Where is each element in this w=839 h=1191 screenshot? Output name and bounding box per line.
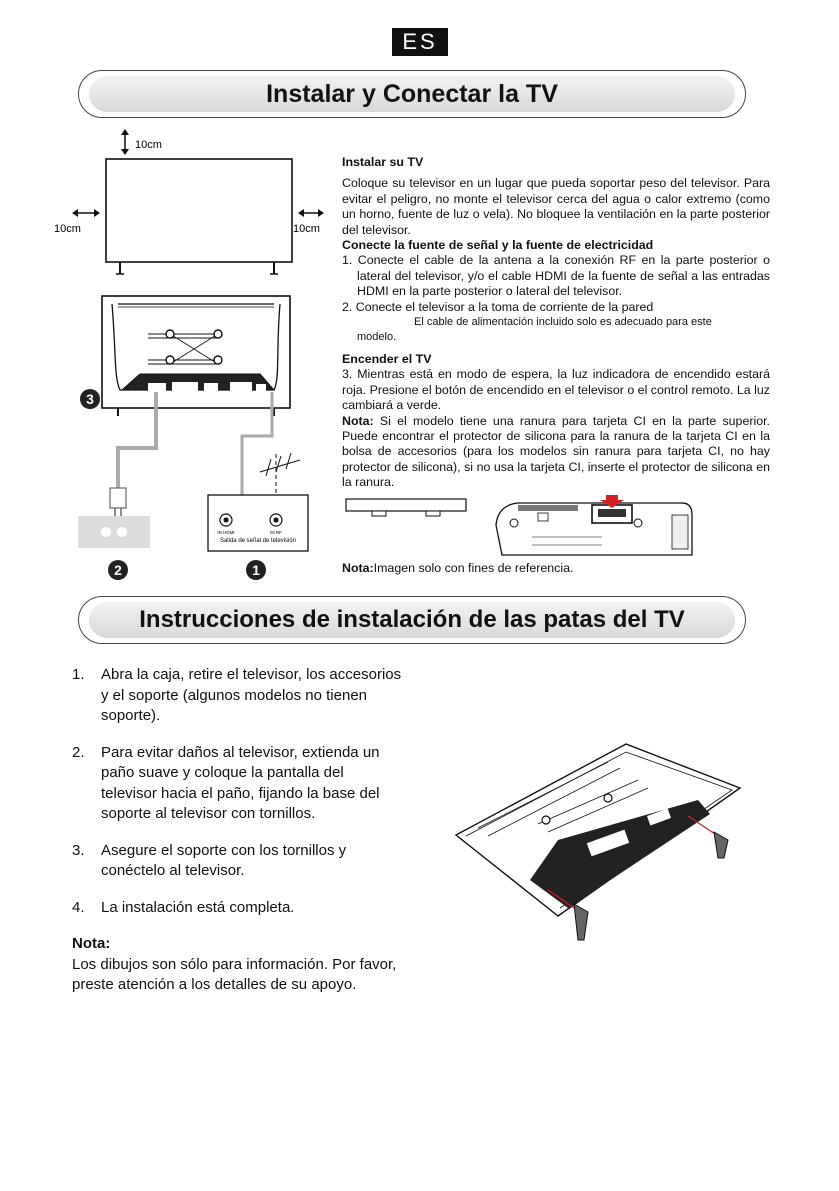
tv-front: [106, 159, 292, 262]
clearance-right-label: 10cm: [293, 223, 320, 235]
section-banner-legs: [78, 596, 746, 644]
section-title-install: Instalar y Conectar la TV: [89, 76, 735, 112]
ci-note-text: Si el modelo tiene una ranura para tarjeta CI en la parte superior. Puede encontrar el protector de silicona para la ranura de la tarjeta CI en la bolsa de accesorios (para los modelos sin ranura para tarjeta CI, no hay protector de silicona), si no usa la tarjeta CI, inserte el protector de silicona en la ranura.: [342, 413, 770, 490]
mount-hole-icon: [166, 356, 174, 364]
ci-slot-diagram: [342, 495, 772, 560]
clearance-top-label: 10cm: [135, 139, 162, 151]
tv-clearance-diagram: [50, 128, 340, 288]
tv-leg-right: [714, 832, 728, 858]
connect-heading: Conecte la fuente de señal y la fuente de electricidad: [342, 238, 654, 253]
step-text: Para evitar daños al televisor, extienda un paño suave y coloque la pantalla del televisor hacia el paño, fijando la base del soporte al televisor con tornillos.: [101, 743, 380, 822]
install-text: Coloque su televisor en un lugar que pueda soportar peso del televisor. Para evitar el peligro, no monte el televisor cerca del agua o calor extremo (como un horno, fuente de luz o vela). No bloquee la ventilación en la parte posterior del televisor.: [342, 176, 770, 237]
power-cord-note: El cable de alimentación incluido solo es adecuado para este: [414, 316, 712, 329]
power-plug-icon: [110, 488, 126, 508]
legs-steps: [72, 665, 402, 996]
mount-hole-icon: [214, 356, 222, 364]
section-banner-install: [78, 70, 746, 118]
language-badge: ES: [392, 28, 448, 56]
reference-note-label: Nota:: [342, 561, 374, 575]
tv-rear-connection-diagram: [70, 290, 340, 585]
connect-item: 2. Conecte el televisor a la toma de corriente de la pared: [342, 299, 654, 314]
step-item: [72, 841, 402, 882]
step-item: [72, 665, 402, 727]
port-right-label: IN RF: [270, 530, 282, 535]
clearance-left-label: 10cm: [54, 223, 81, 235]
step-text: Abra la caja, retire el televisor, los accesorios y el soporte (algunos modelos no tienen soporte).: [101, 666, 402, 724]
step-number: 2.: [72, 743, 85, 761]
step-item: [72, 898, 402, 919]
tv-leg-left: [574, 904, 588, 940]
reference-note-text: Imagen solo con fines de referencia.: [373, 561, 574, 575]
reference-note: [342, 561, 573, 575]
connect-item: 1. Conecte el cable de la antena a la conexión RF en la parte posterior o lateral del televisor, y/o el cable HDMI de la fuente de señal a las entradas HDMI en la parte posterior o lateral del televisor.: [342, 253, 770, 299]
power-text: 3. Mientras está en modo de espera, la luz indicadora de encendido estará roja. Presione el botón de encendido en el televisor o el control remoto. La luz cambiará a verde.: [342, 367, 770, 413]
step-number: 3.: [72, 841, 85, 859]
step-item: [72, 743, 402, 825]
wall-outlet: [78, 516, 150, 548]
tv-legs-illustration: [448, 740, 748, 945]
step-text: Asegure el soporte con los tornillos y conéctelo al televisor.: [101, 841, 347, 879]
callout-1-label: 1: [252, 562, 260, 578]
step-number: 1.: [72, 666, 85, 683]
install-heading: Instalar su TV: [342, 155, 424, 169]
callout-3-label: 3: [86, 391, 94, 407]
antenna-box-caption: Salida de señal de televisión: [219, 538, 297, 544]
step-text: La instalación está completa.: [101, 898, 295, 916]
ci-note-label: Nota:: [342, 413, 374, 428]
step-number: 4.: [72, 898, 85, 916]
legs-note-text: Los dibujos son sólo para información. Por favor, preste atención a los detalles de su apoyo.: [72, 955, 397, 993]
antenna-icon: [260, 453, 300, 476]
mount-hole-icon: [604, 794, 612, 802]
mount-hole-icon: [542, 816, 550, 824]
mount-hole-icon: [166, 330, 174, 338]
port-left-label: IN HDMI: [217, 530, 235, 535]
install-instructions: [342, 155, 770, 491]
ci-note: [342, 414, 770, 491]
connect-list: [342, 253, 770, 315]
power-heading: Encender el TV: [342, 351, 432, 366]
silicone-protector: [346, 499, 466, 511]
legs-note-title: Nota:: [72, 935, 111, 952]
callout-2-label: 2: [114, 562, 122, 578]
section-title-legs: Instrucciones de instalación de las patas del TV: [89, 602, 735, 638]
power-cord-note-cont: modelo.: [357, 331, 397, 344]
mount-hole-icon: [214, 330, 222, 338]
